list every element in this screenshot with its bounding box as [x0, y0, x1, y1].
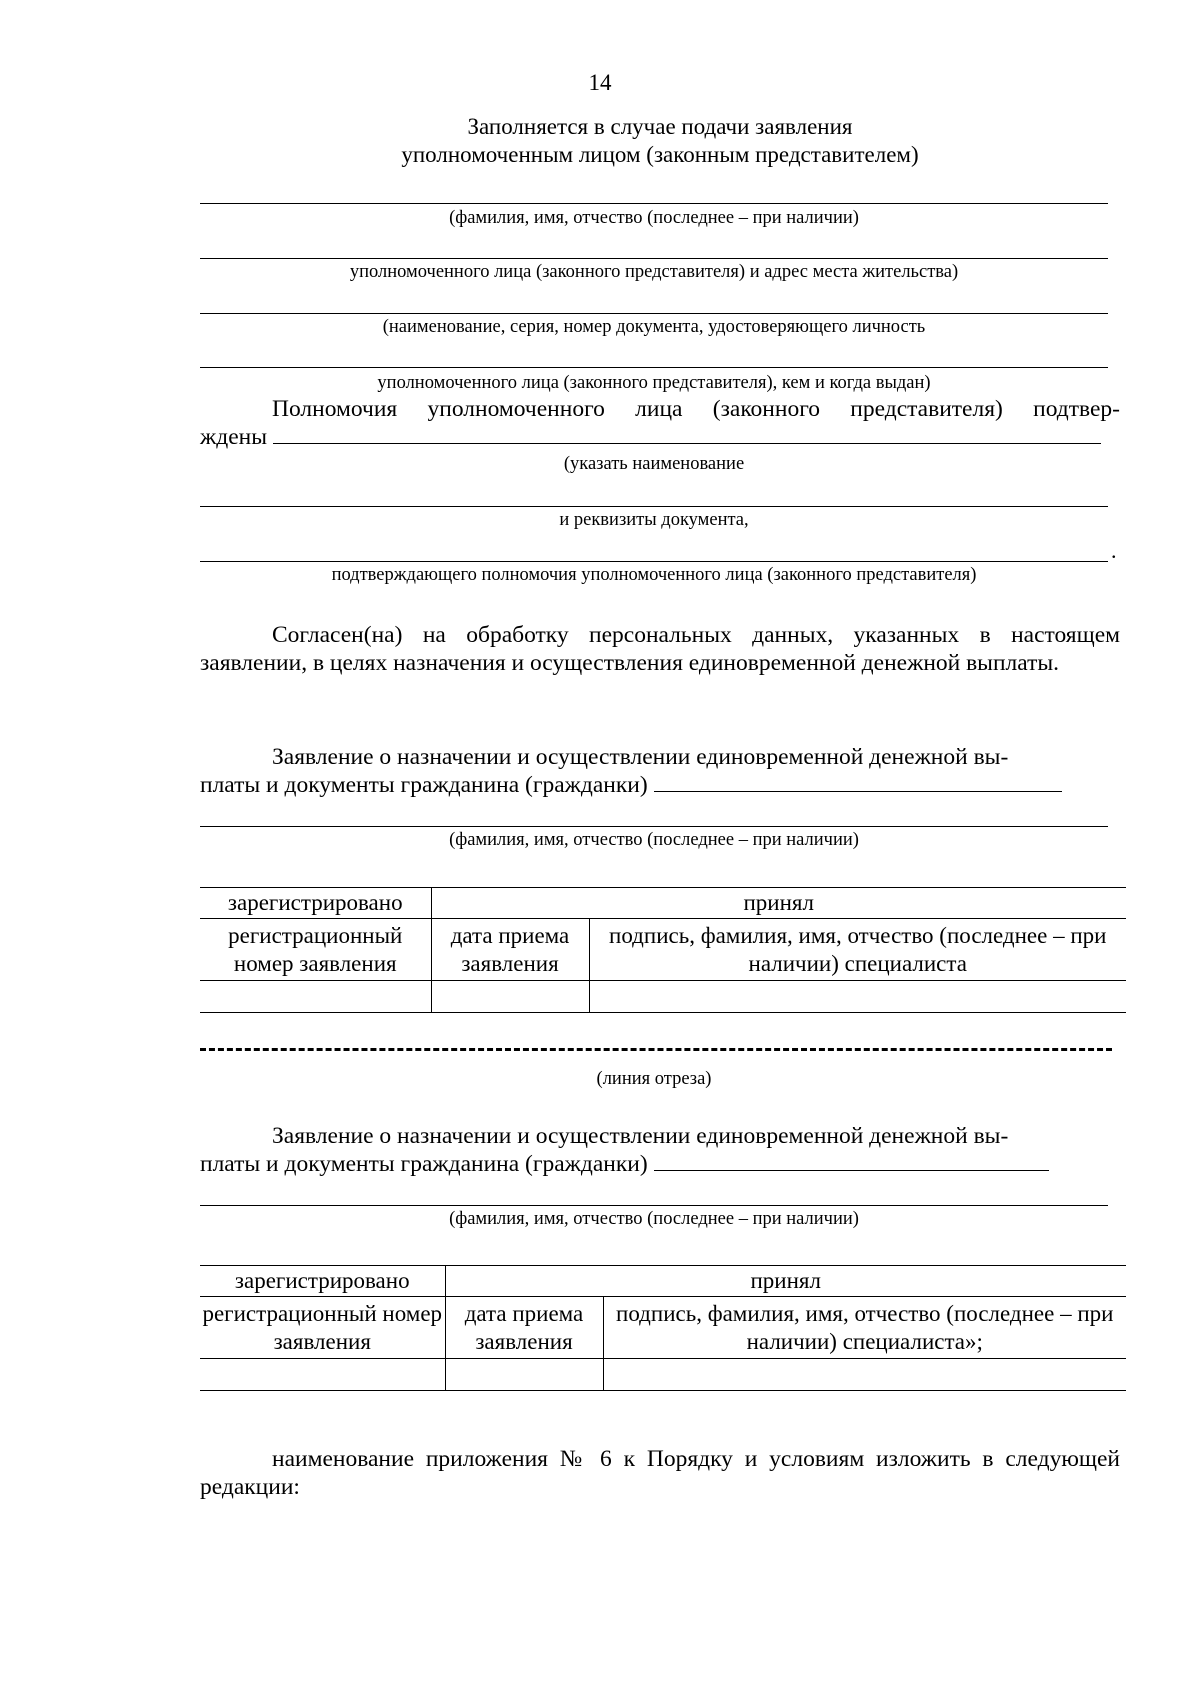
reg-number-cell[interactable]	[200, 1359, 445, 1391]
powers-line-2: ждены	[200, 423, 1120, 451]
date-cell[interactable]	[445, 1359, 603, 1391]
cut-line-caption: (линия отреза)	[596, 1069, 712, 1089]
powers-line-1: Полномочия уполномоченного лица (законного представителя) подтвер-	[272, 396, 1120, 422]
final-paragraph: наименование приложения № 6 к Порядку и условиям изложить в следующей редакции:	[200, 1446, 1120, 1500]
receipt1-citizen-blank	[654, 791, 1062, 792]
receipt1-line-1: Заявление о назначении и осуществлении единовременной денежной вы-	[272, 744, 1009, 770]
section-header	[0, 113, 1200, 169]
powers-caption-1: (указать наименование	[563, 454, 745, 474]
registration-table-1	[200, 887, 1126, 1013]
date-header: дата приема заявления	[431, 919, 589, 981]
rep-name-caption: (фамилия, имя, отчество (последнее – при наличии)	[449, 208, 859, 228]
rep-address-line	[200, 258, 1108, 259]
registration-table-2	[200, 1265, 1126, 1391]
receipt2-citizen-blank	[654, 1170, 1049, 1171]
powers-caption-3: подтверждающего полномочия уполномоченного лица (законного представителя)	[331, 565, 977, 585]
powers-end-dot: .	[1111, 538, 1117, 563]
receipt2-name-line	[200, 1205, 1108, 1206]
signature-header: подпись, фамилия, имя, отчество (последнее – при наличии) специалиста	[589, 919, 1126, 981]
powers-document-blank	[273, 443, 1101, 444]
rep-address-caption: уполномоченного лица (законного представителя) и адрес места жительства)	[349, 262, 959, 282]
signature-cell[interactable]	[589, 981, 1126, 1013]
signature-header: подпись, фамилия, имя, отчество (последнее – при наличии) специалиста»;	[603, 1297, 1126, 1359]
accepted-header: принял	[431, 888, 1126, 919]
receipt1-name-caption: (фамилия, имя, отчество (последнее – при наличии)	[449, 830, 859, 850]
rep-name-line	[200, 203, 1108, 204]
powers-paragraph	[200, 395, 1120, 451]
accepted-header: принял	[445, 1266, 1126, 1297]
powers-caption-2: и реквизиты документа,	[559, 510, 749, 530]
registered-header: зарегистрировано	[200, 888, 431, 919]
receipt1-paragraph	[200, 743, 1120, 799]
receipt2-name-caption: (фамилия, имя, отчество (последнее – при наличии)	[449, 1209, 859, 1229]
reg-number-header: регистрационный номер заявления	[200, 919, 431, 981]
reg-number-header: регистрационный номер заявления	[200, 1297, 445, 1359]
reg-number-cell[interactable]	[200, 981, 431, 1013]
powers-line-blank-2	[200, 506, 1108, 507]
registered-header: зарегистрировано	[200, 1266, 445, 1297]
rep-issued-caption: уполномоченного лица (законного представителя), кем и когда выдан)	[377, 373, 931, 393]
rep-document-line	[200, 313, 1108, 314]
receipt1-name-line	[200, 826, 1108, 827]
receipt1-line-2: платы и документы гражданина (гражданки)	[200, 771, 1120, 799]
receipt2-line-2: платы и документы гражданина (гражданки)	[200, 1150, 1120, 1178]
receipt2-paragraph	[200, 1122, 1120, 1178]
receipt2-line-1: Заявление о назначении и осуществлении единовременной денежной вы-	[272, 1123, 1009, 1149]
rep-document-caption: (наименование, серия, номер документа, удостоверяющего личность	[382, 317, 926, 337]
consent-paragraph: Согласен(на) на обработку персональных данных, указанных в настоящем заявлении, в целях назначения и осуществления единовременной денежной выплаты.	[200, 622, 1120, 676]
page-number: 14	[588, 70, 612, 95]
rep-issued-line	[200, 367, 1108, 368]
date-header: дата приема заявления	[445, 1297, 603, 1359]
header-line-2: уполномоченным лицом (законным представителем)	[401, 142, 919, 167]
header-line-1: Заполняется в случае подачи заявления	[467, 114, 853, 139]
date-cell[interactable]	[431, 981, 589, 1013]
powers-line-blank-3	[200, 561, 1108, 562]
signature-cell[interactable]	[603, 1359, 1126, 1391]
cut-line	[200, 1048, 1112, 1051]
